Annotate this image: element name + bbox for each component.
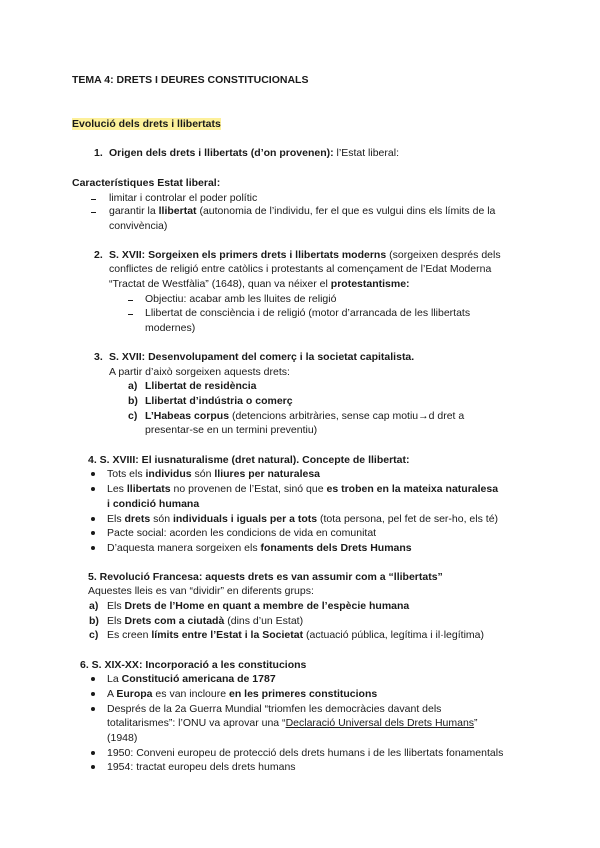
liberal-state-heading: Característiques Estat liberal: (72, 177, 221, 189)
bullet-marker (91, 531, 95, 535)
bullet-marker (91, 765, 95, 769)
section-6-item: 1954: tractat europeu dels drets humans (107, 761, 296, 773)
section-2-line: “Tractat de Westfàlia” (1648), quan va néixer el protestantisme: (109, 278, 410, 290)
bullet-marker (91, 472, 95, 476)
section-6-item-continued: totalitarismes”: l’ONU va aprovar una “Declaració Universal dels Drets Humans” (107, 717, 478, 729)
bullet-marker (91, 487, 95, 491)
document-title: TEMA 4: DRETS I DEURES CONSTITUCIONALS (72, 74, 309, 86)
section-3-item-continued: presentar-se en un termini preventiu) (145, 424, 318, 436)
section-2-subitem: Objectiu: acabar amb les lluites de religió (145, 293, 337, 305)
bullet-marker (91, 677, 95, 681)
list-label: c) (128, 410, 138, 422)
section-3-number: 3. (94, 351, 103, 363)
bullet-marker (91, 751, 95, 755)
section-4-item: Els drets són individuals i iguals per a tots (tota persona, pel fet de ser-ho, els té) (107, 513, 499, 525)
bullet-marker (91, 546, 95, 550)
bullet-marker (91, 692, 95, 696)
section-5-item: Es creen límits entre l’Estat i la Societat (actuació pública, legítima i il·legítima) (107, 629, 484, 641)
list-label: b) (128, 395, 138, 407)
section-6-item: 1950: Conveni europeu de protecció dels drets humans i de les llibertats fonamentals (107, 747, 504, 759)
section-3-line: S. XVII: Desenvolupament del comerç i la societat capitalista. (109, 351, 415, 363)
section-1-number: 1. (94, 147, 103, 159)
bullet-marker (91, 517, 95, 521)
section-1-line: Origen dels drets i llibertats (d’on provenen): l’Estat liberal: (109, 147, 399, 159)
section-3-item: Llibertat de residència (145, 380, 257, 392)
section-3-intro: A partir d’això sorgeixen aquests drets: (109, 366, 290, 378)
liberal-state-item: garantir la llibertat (autonomia de l’individu, fer el que es vulgui dins els límits de la (109, 205, 496, 217)
dash-marker (91, 212, 96, 213)
list-label: a) (128, 380, 138, 392)
liberal-state-item: limitar i controlar el poder polític (109, 192, 258, 204)
section-6-item: Després de la 2a Guerra Mundial “triomfen les democràcies davant dels (107, 703, 442, 715)
section-2-number: 2. (94, 249, 103, 261)
section-5-intro: Aquestes lleis es van “dividir” en diferents grups: (88, 585, 314, 597)
section-4-heading: 4. S. XVIII: El iusnaturalisme (dret natural). Concepte de llibertat: (88, 454, 410, 466)
section-6-heading: 6. S. XIX-XX: Incorporació a les constitucions (80, 659, 307, 671)
dash-marker (128, 300, 133, 301)
list-label: a) (89, 600, 99, 612)
section-4-item: D’aquesta manera sorgeixen els fonaments dels Drets Humans (107, 542, 412, 554)
section-5-item: Els Drets de l’Home en quant a membre de l’espècie humana (107, 600, 410, 612)
section-6-item: A Europa es van incloure en les primeres constitucions (107, 688, 378, 700)
list-label: b) (89, 615, 99, 627)
section-4-item: Tots els individus són lliures per naturalesa (107, 468, 321, 480)
section-5-heading: 5. Revolució Francesa: aquests drets es van assumir com a “llibertats” (88, 571, 443, 583)
bullet-marker (91, 707, 95, 711)
section-6-item-continued: (1948) (107, 732, 138, 744)
section-2-subitem-continued: modernes) (145, 322, 196, 334)
section-2-line: S. XVII: Sorgeixen els primers drets i llibertats moderns (sorgeixen després dels (109, 249, 501, 261)
section-2-subitem: Llibertat de consciència i de religió (motor d’arrancada de les llibertats (145, 307, 471, 319)
section-4-item: Les llibertats no provenen de l’Estat, sinó que es troben en la mateixa naturalesa (107, 483, 499, 495)
dash-marker (91, 199, 96, 200)
section-6-item: La Constitució americana de 1787 (107, 673, 276, 685)
section-3-item: L’Habeas corpus (detencions arbitràries, sense cap motiu→d dret a (145, 410, 465, 422)
dash-marker (128, 314, 133, 315)
list-label: c) (89, 629, 99, 641)
section-subtitle: Evolució dels drets i llibertats (72, 118, 221, 130)
section-2-line: conflictes de religió entre catòlics i protestants al començament de l’Edat Moderna (109, 263, 492, 275)
liberal-state-item-continued: convivència) (109, 220, 168, 232)
declaration-link-text: Declaració Universal dels Drets Humans (285, 717, 475, 729)
section-4-item-continued: i condició humana (107, 498, 200, 510)
section-4-item: Pacte social: acorden les condicions de vida en comunitat (107, 527, 377, 539)
section-3-item: Llibertat d’indústria o comerç (145, 395, 293, 407)
section-5-item: Els Drets com a ciutadà (dins d’un Estat) (107, 615, 304, 627)
